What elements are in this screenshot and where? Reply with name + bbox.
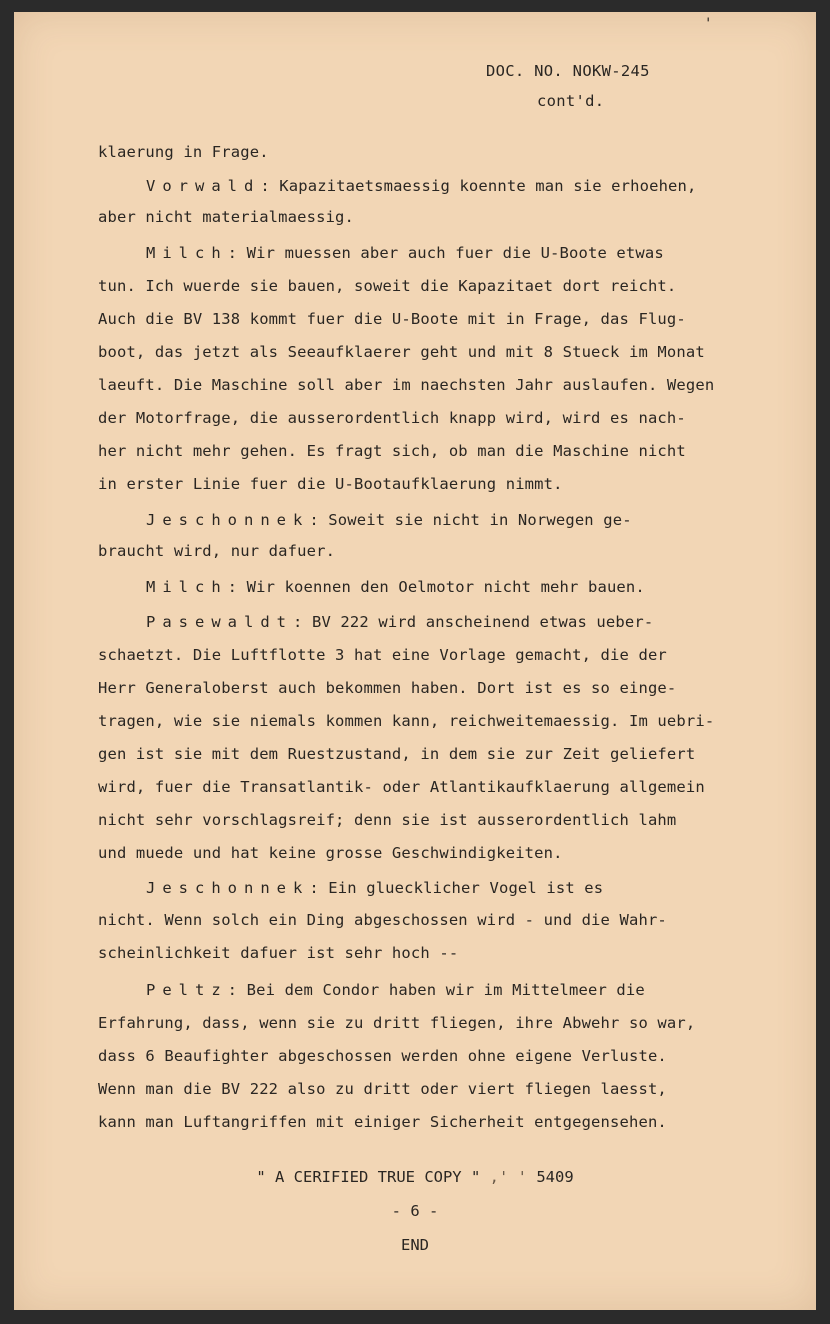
text-line: nicht sehr vorschlagsreif; denn sie ist ausserordentlich lahm bbox=[98, 811, 677, 829]
page-number: - 6 - bbox=[391, 1202, 439, 1220]
text-line: nicht. Wenn solch ein Ding abgeschossen wird - und die Wahr- bbox=[98, 911, 667, 929]
text-line: Wenn man die BV 222 also zu dritt oder viert fliegen laesst, bbox=[98, 1080, 667, 1098]
text-line: boot, das jetzt als Seeaufklaerer geht und mit 8 Stueck im Monat bbox=[98, 343, 705, 361]
text-line: wird, fuer die Transatlantik- oder Atlantikaufklaerung allgemein bbox=[98, 778, 705, 796]
text-line: Milch: Wir muessen aber auch fuer die U-Boote etwas bbox=[146, 244, 664, 262]
text-line: her nicht mehr gehen. Es fragt sich, ob man die Maschine nicht bbox=[98, 442, 686, 460]
speaker-name: Vorwald bbox=[146, 177, 261, 195]
speaker-name: Pasewaldt bbox=[146, 613, 293, 631]
text-line: aber nicht materialmaessig. bbox=[98, 208, 355, 226]
text-line: schaetzt. Die Luftflotte 3 hat eine Vorlage gemacht, die der bbox=[98, 646, 667, 664]
text-line: Milch: Wir koennen den Oelmotor nicht mehr bauen. bbox=[146, 578, 645, 596]
text-line: tun. Ich wuerde sie bauen, soweit die Kapazitaet dort reicht. bbox=[98, 277, 677, 295]
speaker-name: Jeschonnek bbox=[146, 879, 310, 897]
certified-copy-number: 5409 bbox=[536, 1168, 574, 1186]
speaker-name: Jeschonnek bbox=[146, 511, 310, 529]
text-line: laeuft. Die Maschine soll aber im naechsten Jahr auslaufen. Wegen bbox=[98, 376, 715, 394]
text-line: in erster Linie fuer die U-Bootaufklaerung nimmt. bbox=[98, 475, 563, 493]
end-label: END bbox=[401, 1236, 429, 1254]
text-line: braucht wird, nur dafuer. bbox=[98, 542, 336, 560]
text-line: dass 6 Beaufighter abgeschossen werden ohne eigene Verluste. bbox=[98, 1047, 667, 1065]
corner-mark: ' bbox=[704, 16, 713, 32]
text-line: scheinlichkeit dafuer ist sehr hoch -- bbox=[98, 944, 459, 962]
speaker-name: Peltz bbox=[146, 981, 228, 999]
continued-label: cont'd. bbox=[537, 92, 605, 110]
speaker-name: Milch bbox=[146, 244, 228, 262]
text-line: gen ist sie mit dem Ruestzustand, in dem sie zur Zeit geliefert bbox=[98, 745, 696, 763]
certified-copy-stamp: " A CERIFIED TRUE COPY " ,' ' 5409 bbox=[256, 1168, 574, 1186]
text-line: tragen, wie sie niemals kommen kann, reichweitemaessig. Im uebri- bbox=[98, 712, 715, 730]
text-line: Jeschonnek: Ein gluecklicher Vogel ist es bbox=[146, 879, 604, 897]
text-line: klaerung in Frage. bbox=[98, 143, 269, 161]
document-page bbox=[14, 12, 816, 1310]
document-number: DOC. NO. NOKW-245 bbox=[486, 62, 650, 80]
certified-copy-text: " A CERIFIED TRUE COPY " bbox=[256, 1168, 481, 1186]
text-line: Auch die BV 138 kommt fuer die U-Boote mit in Frage, das Flug- bbox=[98, 310, 686, 328]
text-line: Jeschonnek: Soweit sie nicht in Norwegen ge- bbox=[146, 511, 632, 529]
text-line: der Motorfrage, die ausserordentlich knapp wird, wird es nach- bbox=[98, 409, 686, 427]
text-line: Herr Generaloberst auch bekommen haben. Dort ist es so einge- bbox=[98, 679, 677, 697]
text-line: Pasewaldt: BV 222 wird anscheinend etwas ueber- bbox=[146, 613, 654, 631]
text-line: Vorwald: Kapazitaetsmaessig koennte man sie erhoehen, bbox=[146, 177, 697, 195]
text-line: kann man Luftangriffen mit einiger Sicherheit entgegensehen. bbox=[98, 1113, 667, 1131]
text-line: und muede und hat keine grosse Geschwindigkeiten. bbox=[98, 844, 563, 862]
text-line: Erfahrung, dass, wenn sie zu dritt fliegen, ihre Abwehr so war, bbox=[98, 1014, 696, 1032]
speaker-name: Milch bbox=[146, 578, 228, 596]
text-line: Peltz: Bei dem Condor haben wir im Mittelmeer die bbox=[146, 981, 645, 999]
